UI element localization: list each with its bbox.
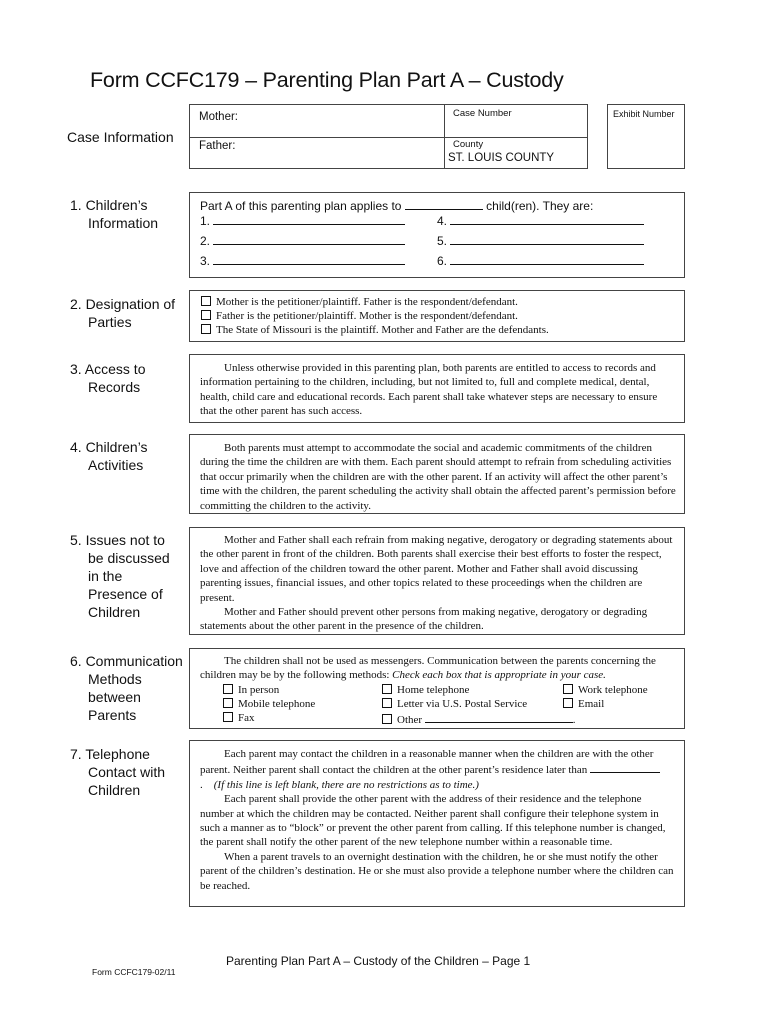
s6-intro-italic: Check each box that is appropriate in your case. (392, 669, 606, 682)
father-label: Father: (199, 140, 236, 152)
method-other (382, 711, 576, 727)
method-work-phone (563, 683, 648, 697)
s7-p3: When a parent travels to an overnight destination with the children, he or she must notify the other parent of the children’s destination. He or she must also provide a telephone number where the children can be reached. (200, 850, 674, 892)
child-name-3-field[interactable] (213, 253, 405, 265)
work-telephone-label: Work telephone (578, 684, 648, 696)
in-person-checkbox[interactable] (223, 684, 233, 694)
s4-label-1: 4. Children’s (70, 439, 148, 455)
mother-label: Mother: (199, 111, 238, 123)
s5-text (200, 533, 676, 634)
s6-intro (200, 654, 676, 683)
s6-label-2: Methods (88, 671, 142, 687)
s6-label (70, 652, 183, 724)
home-telephone-label: Home telephone (397, 684, 470, 696)
s1-label-2: Information (88, 215, 159, 231)
party-option-1-text: Mother is the petitioner/plaintiff. Father is the respondent/defendant. (216, 296, 518, 308)
child-num-5: 5. (437, 234, 448, 248)
party-option-2-checkbox[interactable] (201, 310, 211, 320)
method-letter (382, 697, 527, 711)
s3-text: Unless otherwise provided in this parenting plan, both parents are entitled to access to records and information pertaining to the children, including, but not limited to, full and complete medical, dental, health, child care and educational records. Each parent shall take whatever steps are necessary to ensure that the other parent has such access. (200, 362, 658, 418)
time-limit-field[interactable] (590, 761, 660, 773)
s5-p1: Mother and Father shall each refrain from making negative, derogatory or degrading statements about the other parent in front of the children. Both parents shall exercise their best efforts to foster the respect, love and affection of the children toward the other parent. Mother and Father shall avoid discussing parenting issues, financial issues, and other topics related to these proceedings when the children are present. (200, 534, 673, 604)
child-num-2: 2. (200, 234, 211, 248)
work-telephone-checkbox[interactable] (563, 684, 573, 694)
other-period: . (572, 714, 576, 726)
s7-p1-text: Each parent may contact the children in a reasonable manner when the children are with the other parent. Neither parent shall contact the children at the other parent’s residence later than (200, 748, 654, 777)
parties-box (189, 104, 445, 169)
parties-divider (190, 137, 444, 138)
footer-page: Parenting Plan Part A – Custody of the Children – Page 1 (226, 954, 531, 968)
s3-label-2: Records (88, 379, 141, 395)
s3-label (70, 360, 145, 396)
method-in-person (223, 683, 279, 697)
s5-label (70, 531, 170, 621)
s1-label-1: 1. Children’s (70, 197, 148, 213)
s6-intro-text: The children shall not be used as messengers. Communication between the parents concerning the children may be by the following methods: (200, 655, 656, 682)
child-num-6: 6. (437, 254, 448, 268)
other-label: Other (397, 714, 423, 726)
other-checkbox[interactable] (382, 714, 392, 724)
s7-box (189, 740, 685, 907)
child-row-5 (437, 233, 644, 248)
s5-box (189, 527, 685, 635)
s6-label-3: between (88, 689, 141, 705)
s7-label-3: Children (88, 782, 141, 798)
s5-label-4: Presence of (88, 586, 163, 602)
child-num-4: 4. (437, 214, 448, 228)
s3-box (189, 354, 685, 423)
email-label: Email (578, 698, 605, 710)
party-option-3-checkbox[interactable] (201, 324, 211, 334)
s5-label-1: 5. Issues not to (70, 532, 165, 548)
email-checkbox[interactable] (563, 698, 573, 708)
s5-label-5: Children (88, 604, 141, 620)
s2-box (189, 290, 685, 342)
child-name-1-field[interactable] (213, 213, 405, 225)
s5-p2: Mother and Father should prevent other persons from making negative, derogatory or degrading statements about the other parent in the presence of the children. (200, 606, 648, 633)
exhibit-box (607, 104, 685, 169)
s5-label-3: in the (88, 568, 123, 584)
s7-p1 (200, 747, 676, 792)
child-row-1 (200, 213, 405, 228)
s7-p2: Each parent shall provide the other parent with the address of their residence and the telephone number at which the children may be contacted. Neither parent shall configure their telephone system in such a manner as to “block” or prevent the other parent from calling. If this telephone number is changed, the parent shall notify the other parent of the new telephone number within a reasonable time. (200, 793, 666, 849)
s3-label-1: 3. Access to (70, 361, 146, 377)
s4-text: Both parents must attempt to accommodate the social and academic commitments of the children during the time the children are with them. Each parent should attempt to refrain from scheduling activities that occur primarily when the children are with the other parent. If an activity will affect the other parent’s time with the children, the parent scheduling the activity shall obtain the affected parent’s permission before committing the children to the activity. (200, 442, 676, 512)
page-title: Form CCFC179 – Parenting Plan Part A – Custody (90, 68, 564, 92)
child-name-2-field[interactable] (213, 233, 405, 245)
s2-label-1: 2. Designation of (70, 296, 176, 312)
child-name-5-field[interactable] (450, 233, 644, 245)
child-row-4 (437, 213, 644, 228)
s4-box (189, 434, 685, 514)
s1-intro-a: Part A of this parenting plan applies to (200, 199, 402, 213)
letter-label: Letter via U.S. Postal Service (397, 698, 528, 710)
child-row-2 (200, 233, 405, 248)
county-value: ST. LOUIS COUNTY (448, 152, 555, 164)
s7-label (70, 745, 165, 799)
fax-checkbox[interactable] (223, 712, 233, 722)
case-number-label: Case Number (453, 108, 512, 119)
party-option-2-text: Father is the petitioner/plaintiff. Mother is the respondent/defendant. (216, 310, 518, 322)
s7-p1-italic: (If this line is left blank, there are no restrictions as to time.) (213, 778, 479, 791)
child-name-4-field[interactable] (450, 213, 644, 225)
child-row-3 (200, 253, 405, 268)
s6-label-4: Parents (88, 707, 137, 723)
mobile-telephone-checkbox[interactable] (223, 698, 233, 708)
case-info-label: Case Information (67, 129, 174, 145)
other-method-field[interactable] (425, 711, 573, 723)
party-option-1 (201, 295, 518, 309)
s4-label-2: Activities (88, 457, 144, 473)
method-mobile (223, 697, 315, 711)
in-person-label: In person (238, 684, 280, 696)
s5-label-2: be discussed (88, 550, 170, 566)
s2-label (70, 295, 175, 331)
s2-label-2: Parties (88, 314, 132, 330)
mobile-telephone-label: Mobile telephone (238, 698, 316, 710)
s6-box (189, 648, 685, 729)
method-fax (223, 711, 255, 725)
party-option-2 (201, 309, 518, 323)
letter-checkbox[interactable] (382, 698, 392, 708)
child-count-field[interactable] (405, 198, 483, 210)
party-option-3-text: The State of Missouri is the plaintiff. Mother and Father are the defendants. (216, 324, 549, 336)
fax-label: Fax (238, 712, 255, 724)
s4-label (70, 438, 148, 474)
s1-intro-b: child(ren). They are: (486, 199, 594, 213)
method-email (563, 697, 604, 711)
s7-p1-period: . (200, 778, 203, 791)
case-divider (445, 137, 587, 138)
s7-label-1: 7. Telephone (70, 746, 150, 762)
s6-label-1: 6. Communication (70, 653, 183, 669)
county-label: County (453, 139, 484, 150)
s7-label-2: Contact with (88, 764, 166, 780)
footer-form-id: Form CCFC179-02/11 (92, 967, 176, 977)
child-num-1: 1. (200, 214, 211, 228)
home-telephone-checkbox[interactable] (382, 684, 392, 694)
child-name-6-field[interactable] (450, 253, 644, 265)
s1-box (189, 192, 685, 278)
s1-label (70, 196, 158, 232)
child-num-3: 3. (200, 254, 211, 268)
case-number-box (445, 104, 588, 169)
method-home-phone (382, 683, 469, 697)
s7-text (200, 747, 676, 893)
s1-intro (200, 198, 593, 213)
child-row-6 (437, 253, 644, 268)
party-option-1-checkbox[interactable] (201, 296, 211, 306)
exhibit-label: Exhibit Number (613, 109, 675, 119)
party-option-3 (201, 323, 549, 337)
